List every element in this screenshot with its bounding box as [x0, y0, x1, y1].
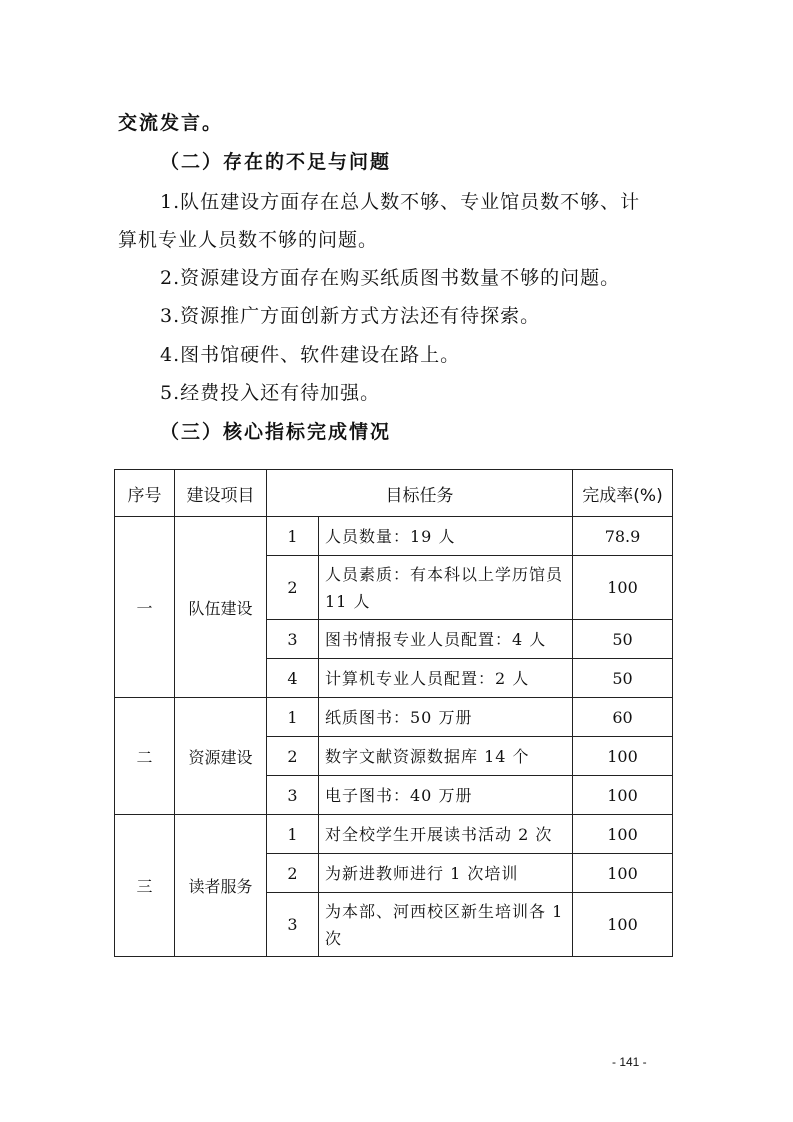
row-task: 纸质图书：50 万册: [319, 698, 573, 737]
list-item-1b: 算机专业人员数不够的问题。: [118, 229, 379, 251]
row-rate: 78.9: [573, 517, 673, 556]
row-task: 人员数量：19 人: [319, 517, 573, 556]
header-rate: 完成率(%): [573, 470, 673, 517]
row-rate: 50: [573, 620, 673, 659]
row-task: 计算机专业人员配置：2 人: [319, 659, 573, 698]
row-rate: 100: [573, 893, 673, 957]
list-item-3: 3.资源推广方面创新方式方法还有待探索。: [160, 305, 541, 327]
header-target: 目标任务: [267, 470, 573, 517]
row-no: 2: [267, 737, 319, 776]
indicator-table: [114, 469, 673, 957]
list-item-2: 2.资源建设方面存在购买纸质图书数量不够的问题。: [160, 267, 621, 289]
page-number: - 141 -: [612, 1055, 647, 1069]
list-item-1a: 1.队伍建设方面存在总人数不够、专业馆员数不够、计: [160, 191, 641, 213]
row-no: 2: [267, 854, 319, 893]
row-rate: 100: [573, 737, 673, 776]
group-seq: 三: [115, 815, 175, 957]
row-no: 4: [267, 659, 319, 698]
table-row: [115, 815, 673, 854]
header-seq: 序号: [115, 470, 175, 517]
row-rate: 100: [573, 854, 673, 893]
row-rate: 100: [573, 776, 673, 815]
group-project: 队伍建设: [175, 517, 267, 698]
row-no: 1: [267, 698, 319, 737]
list-item-4: 4.图书馆硬件、软件建设在路上。: [160, 344, 461, 366]
row-no: 1: [267, 517, 319, 556]
table-row: [115, 517, 673, 556]
row-no: 3: [267, 893, 319, 957]
group-seq: 一: [115, 517, 175, 698]
group-project: 读者服务: [175, 815, 267, 957]
group-seq: 二: [115, 698, 175, 815]
row-no: 3: [267, 776, 319, 815]
table-header-row: [115, 470, 673, 517]
row-task: 人员素质：有本科以上学历馆员 11 人: [319, 556, 573, 620]
group-project: 资源建设: [175, 698, 267, 815]
row-task: 数字文献资源数据库 14 个: [319, 737, 573, 776]
row-task: 对全校学生开展读书活动 2 次: [319, 815, 573, 854]
section-heading-3: （三）核心指标完成情况: [160, 421, 392, 443]
row-task: 图书情报专业人员配置：4 人: [319, 620, 573, 659]
header-project: 建设项目: [175, 470, 267, 517]
row-task: 为新进教师进行 1 次培训: [319, 854, 573, 893]
row-rate: 100: [573, 815, 673, 854]
row-task: 为本部、河西校区新生培训各 1 次: [319, 893, 573, 957]
row-task: 电子图书：40 万册: [319, 776, 573, 815]
row-rate: 50: [573, 659, 673, 698]
text-line-intro: 交流发言。: [118, 112, 224, 134]
row-rate: 100: [573, 556, 673, 620]
row-no: 2: [267, 556, 319, 620]
row-no: 1: [267, 815, 319, 854]
table-row: [115, 698, 673, 737]
section-heading-2: （二）存在的不足与问题: [160, 151, 392, 173]
row-no: 3: [267, 620, 319, 659]
list-item-5: 5.经费投入还有待加强。: [160, 382, 381, 404]
row-rate: 60: [573, 698, 673, 737]
